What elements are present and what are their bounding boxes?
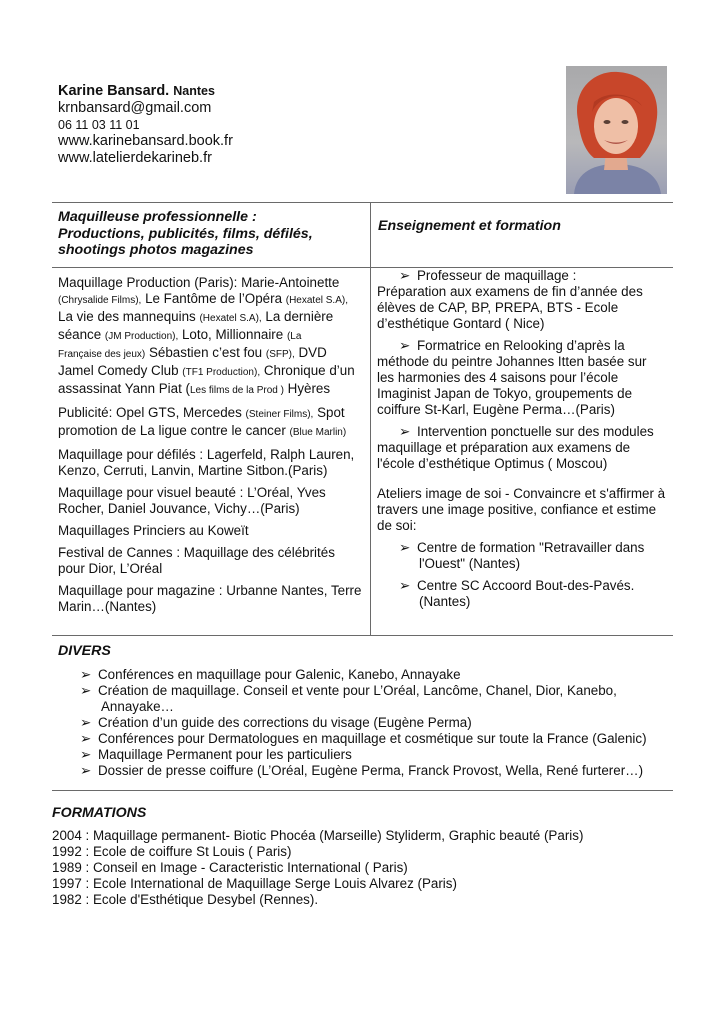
table-bottom-rule — [52, 635, 673, 636]
ateliers-paragraph: Ateliers image de soi - Convaincre et s'affirmer à travers une image positive, confiance et estime de soi: — [377, 486, 666, 533]
list-item-continuation: Annayake… — [101, 699, 174, 714]
relooking-paragraph: ➢ Formatrice en Relooking d’après la méthode du peintre Johannes Itten basée sur les harmonies des 4 saisons pour l’école Imaginist Japan de Tokyo, groupements de coiffure St-Karl, Eugène Perma…(Paris) — [377, 338, 647, 417]
list-item: ➢ Création d’un guide des corrections du visage (Eugène Perma) — [80, 715, 472, 730]
arrow-bullet-icon: ➢ — [80, 715, 92, 730]
divers-bottom-rule — [52, 790, 673, 791]
visuel-paragraph: Maquillage pour visuel beauté : L’Oréal, Yves Rocher, Daniel Jouvance, Vichy…(Paris) — [58, 485, 326, 516]
defiles-paragraph: Maquillage pour défilés : Lagerfeld, Ralph Lauren, Kenzo, Cerruti, Lanvin, Martine Sitbon.(Paris) — [58, 447, 355, 478]
candidate-city: Nantes — [173, 84, 215, 98]
arrow-bullet-icon: ➢ — [80, 667, 92, 682]
arrow-bullet-icon: ➢ — [80, 747, 92, 762]
name-line — [58, 82, 233, 100]
list-item: 1992 : Ecole de coiffure St Louis ( Paris) — [52, 844, 292, 859]
formations-list — [52, 828, 583, 908]
website-atelier: www.latelierdekarineb.fr — [58, 150, 212, 166]
table-top-rule — [52, 202, 673, 203]
cannes-paragraph: Festival de Cannes : Maquillage des célébrités pour Dior, L’Oréal — [58, 545, 335, 576]
divers-list — [80, 667, 647, 779]
list-item: ➢ Dossier de presse coiffure (L’Oréal, Eugène Perma, Franck Provost, Wella, René furterer…) — [80, 763, 644, 778]
magazine-paragraph: Maquillage pour magazine : Urbanne Nantes, Terre Marin…(Nantes) — [58, 583, 362, 614]
formations-heading: FORMATIONS — [52, 805, 147, 821]
table-column-divider — [370, 202, 371, 635]
list-item: 1997 : Ecole International de Maquillage Serge Louis Alvarez (Paris) — [52, 876, 457, 891]
arrow-bullet-icon: ➢ — [399, 540, 411, 555]
website-book: www.karinebansard.book.fr — [58, 133, 233, 149]
list-item: 1982 : Ecole d'Esthétique Desybel (Rennes). — [52, 892, 319, 907]
left-column-title: Maquilleuse professionnelle : Productions, publicités, films, défilés, shootings photos magazines — [58, 209, 313, 258]
list-item: 1989 : Conseil en Image - Caracteristic International ( Paris) — [52, 860, 408, 875]
arrow-bullet-icon: ➢ — [399, 338, 411, 353]
left-column-body — [58, 275, 361, 615]
arrow-bullet-icon: ➢ — [80, 763, 92, 778]
list-item: ➢ Conférences pour Dermatologues en maquillage et cosmétique sur toute la France (Galenic) — [80, 731, 647, 746]
email: krnbansard@gmail.com — [58, 100, 212, 116]
publicite-paragraph: Publicité: Opel GTS, Mercedes (Steiner Films), Spot promotion de La ligue contre le cancer (Blue Marlin) — [58, 405, 347, 438]
list-item: ➢ Création de maquillage. Conseil et vente pour L’Oréal, Lancôme, Chanel, Dior, Kanebo, — [80, 683, 617, 698]
intervention-paragraph: ➢ Intervention ponctuelle sur des modules maquillage et préparation aux examens de l'école d’esthétique Optimus ( Moscou) — [377, 424, 654, 471]
contact-block — [58, 82, 233, 167]
production-paragraph: Maquillage Production (Paris): Marie-Antoinette (Chrysalide Films), Le Fantôme de l’Opéra (Hexatel S.A), La vie des mannequins (Hexatel S.A), La dernière séance (JM Production), Loto, Millionnaire (La Française des jeux) Sébastien c’est fou (SFP), DVD Jamel Comedy Club (TF1 Production), Chronique d’un assassinat Yann Piat (Les films de la Prod ) Hyères — [58, 275, 355, 396]
princiers-paragraph: Maquillages Princiers au Koweït — [58, 523, 249, 538]
centre1-item: ➢ Centre de formation "Retravailler dans l'Ouest" (Nantes) — [399, 540, 645, 571]
arrow-bullet-icon: ➢ — [80, 683, 92, 698]
list-item: ➢ Conférences en maquillage pour Galenic, Kanebo, Annayake — [80, 667, 461, 682]
list-item: 2004 : Maquillage permanent- Biotic Phocéa (Marseille) Styliderm, Graphic beauté (Paris) — [52, 828, 584, 843]
prof-paragraph: ➢ Professeur de maquillage : Préparation aux examens de fin d’année des élèves de CAP, BP, PREPA, BTS - Ecole d’esthétique Gontard ( Nice) — [377, 268, 643, 331]
profile-photo — [566, 66, 667, 194]
right-column-body — [377, 268, 669, 610]
arrow-bullet-icon: ➢ — [399, 578, 411, 593]
divers-heading: DIVERS — [58, 643, 111, 659]
candidate-name: Karine Bansard. — [58, 83, 170, 99]
centre2-item: ➢ Centre SC Accoord Bout-des-Pavés. (Nantes) — [399, 578, 635, 609]
arrow-bullet-icon: ➢ — [399, 424, 411, 439]
list-item: ➢ Maquillage Permanent pour les particuliers — [80, 747, 352, 762]
arrow-bullet-icon: ➢ — [399, 268, 411, 283]
right-column-title: Enseignement et formation — [378, 218, 561, 234]
arrow-bullet-icon: ➢ — [80, 731, 92, 746]
phone: 06 11 03 11 01 — [58, 118, 140, 132]
